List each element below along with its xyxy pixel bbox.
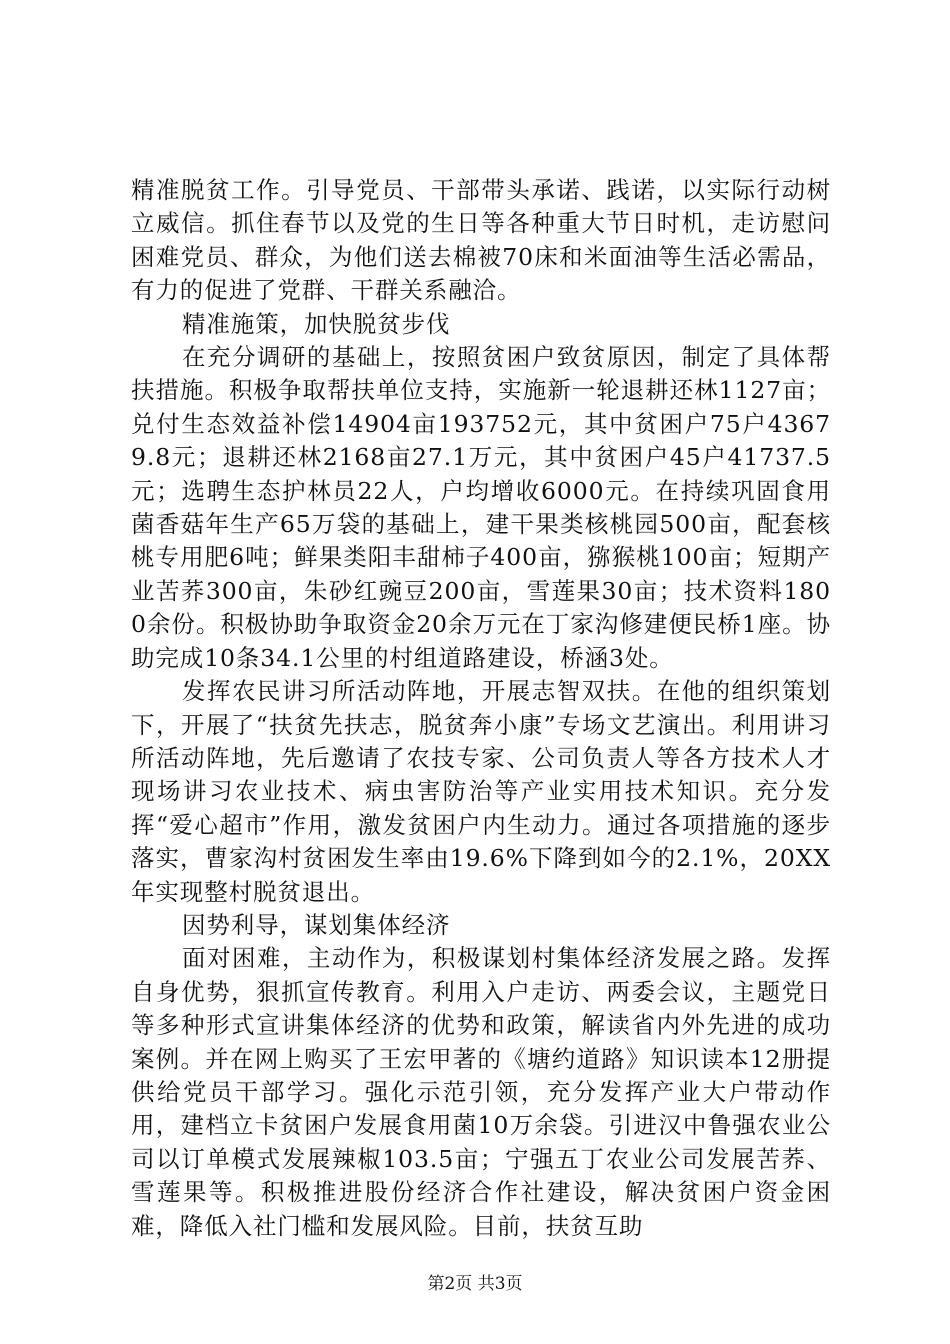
paragraph-2: 在充分调研的基础上，按照贫困户致贫原因，制定了具体帮扶措施。积极争取帮扶单位支持，实施新一轮退耕还林1127亩；兑付生态效益补偿14904亩193752元，其中贫困户75户43679.8元；退耕还林2168亩27.1万元，其中贫困户45户41737.5元；选聘生态护林员22人，户均增收6000元。在持续巩固食用菌香菇年生产65万袋的基础上，建干果类核桃园500亩，配套核桃专用肥6吨；鲜果类阳丰甜柿子400亩，猕猴桃100亩；短期产业苦荞300亩，朱砂红豌豆200亩，雪莲果30亩；技术资料1800余份。积极协助争取资金20余万元在丁家沟修建便民桥1座。协助完成10条34.1公里的村组道路建设，桥涵3处。 <box>131 343 831 672</box>
section-heading-1: 精准施策，加快脱贫步伐 <box>182 309 451 338</box>
paragraph-4: 面对困难，主动作为，积极谋划村集体经济发展之路。发挥自身优势，狠抓宣传教育。利用入户走访、两委会议，主题党日等多种形式宣讲集体经济的优势和政策，解读省内外先进的成功案例。并在网上购买了王宏甲著的《塘约道路》知识读本12册提供给党员干部学习。强化示范引领，充分发挥产业大户带动作用，建档立卡贫困户发展食用菌10万余袋。引进汉中鲁强农业公司以订单模式发展辣椒103.5亩；宁强五丁农业公司发展苦荞、雪莲果等。积极推进股份经济合作社建设，解决贫困户资金困难，降低入社门槛和发展风险。目前，扶贫互助 <box>131 944 831 1240</box>
page-number-footer: 第2页 共3页 <box>427 1274 523 1294</box>
paragraph-1: 精准脱贫工作。引导党员、干部带头承诺、践诺，以实际行动树立威信。抓住春节以及党的生日等各种重大节日时机，走访慰问困难党员、群众，为他们送去棉被70床和米面油等生活必需品，有力的促进了党群、干群关系融洽。 <box>131 176 831 305</box>
section-heading-2: 因势利导，谋划集体经济 <box>182 910 451 939</box>
document-body <box>131 174 831 1243</box>
paragraph-3: 发挥农民讲习所活动阵地，开展志智双扶。在他的组织策划下，开展了“扶贫先扶志，脱贫奔小康”专场文艺演出。利用讲习所活动阵地，先后邀请了农技专家、公司负责人等各方技术人才现场讲习农业技术、病虫害防治等产业实用技术知识。充分发挥“爱心超市”作用，激发贫困户内生动力。通过各项措施的逐步落实，曹家沟村贫困发生率由19.6%下降到如今的2.1%，20XX年实现整村脱贫退出。 <box>131 677 831 906</box>
